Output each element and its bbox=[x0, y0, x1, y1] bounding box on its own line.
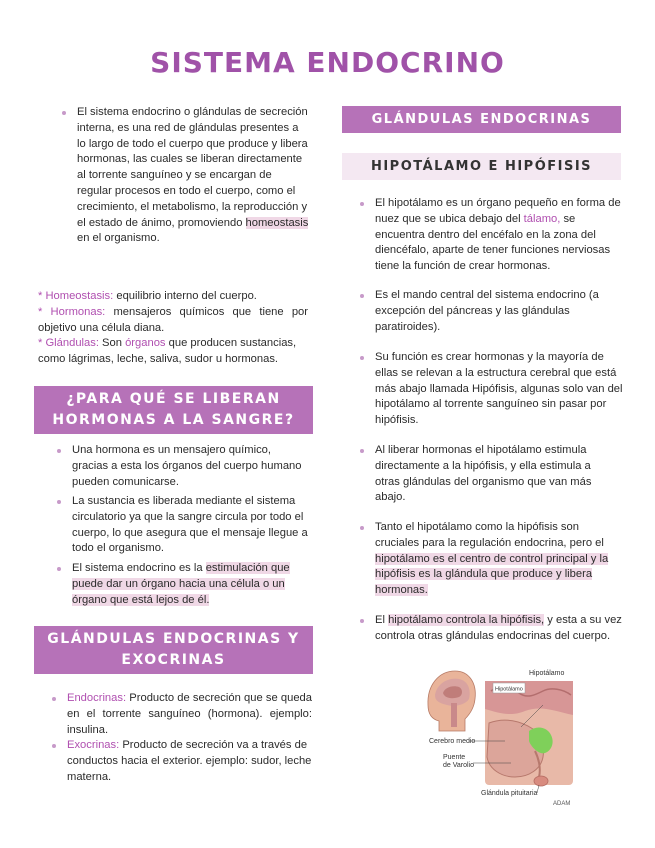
banner-line-2: HORMONAS A LA SANGRE? bbox=[52, 412, 295, 428]
definition-homeostasis bbox=[38, 289, 308, 305]
section-banner-glandulas bbox=[34, 626, 313, 674]
right-banner: GLÁNDULAS ENDOCRINAS bbox=[342, 106, 621, 133]
figure-label-hipotalamo-small: Hipotálamo bbox=[495, 686, 523, 693]
intro-homeostasis: homeostasis bbox=[245, 216, 309, 229]
list-item-text: Al liberar hormonas el hipotálamo estimula directamente a la hipófisis, y ella estimula a otras glándulas del organismo que van más abajo. bbox=[375, 444, 592, 504]
figure-label-pituitaria: Glándula pituitaria bbox=[481, 790, 538, 797]
list-item bbox=[67, 738, 312, 785]
list-item bbox=[375, 443, 615, 506]
figure-label-cerebro-medio: Cerebro medio bbox=[429, 738, 476, 745]
list-item-text: se encuentra dentro del encéfalo en la zona del diencéfalo, aparte de tener funciones nerviosas tiene la función de crear hormonas. bbox=[375, 212, 611, 273]
list-item-key: Endocrinas: bbox=[67, 692, 127, 704]
section-banner-hormonas bbox=[34, 386, 313, 434]
banner-line-2: EXOCRINAS bbox=[121, 652, 226, 668]
intro-text-b: en el organismo. bbox=[77, 232, 160, 245]
head-inset-icon bbox=[428, 671, 475, 731]
definition-glandulas bbox=[38, 336, 308, 368]
list-item-text: Tanto el hipotálamo como la hipófisis son cruciales para la regulación endocrina, pero el bbox=[375, 521, 604, 549]
list-item-text: y esta a su vez controla otras glándulas endocrinas del cuerpo. bbox=[375, 614, 622, 642]
definition-hormonas bbox=[38, 305, 308, 337]
list-item bbox=[72, 443, 302, 490]
list-item-text: El sistema endocrino es la bbox=[72, 562, 206, 574]
list-item bbox=[375, 613, 623, 645]
list-item-highlight: hipotálamo controla la hipófisis, bbox=[388, 614, 545, 626]
right-subbanner: HIPOTÁLAMO E HIPÓFISIS bbox=[342, 153, 621, 180]
page-title: SISTEMA ENDOCRINO bbox=[150, 46, 505, 79]
list-item bbox=[375, 288, 623, 335]
list-item-key: Exocrinas: bbox=[67, 739, 120, 751]
list-item-text: Es el mando central del sistema endocrino (a excepción del páncreas y las glándulas paratiroides). bbox=[375, 289, 599, 333]
figure-label-varolio: de Varolio bbox=[443, 762, 475, 769]
adam-logo: ADAM bbox=[553, 801, 571, 807]
list-item bbox=[72, 494, 312, 557]
list-item-text: La sustancia es liberada mediante el sistema circulatorio ya que la sangre circula por todo el cuerpo, lo que asegura que el mensaje llegue a todo el organismo. bbox=[72, 495, 308, 555]
list-item-text: Producto de secreción que se queda en el torrente sanguíneo (hormona). ejemplo: insulina. bbox=[67, 692, 312, 736]
brain-anatomy-figure bbox=[425, 665, 575, 807]
list-item-highlight: hipotálamo es el centro de control principal y la hipófisis es la glándula que produce y libera hormonas. bbox=[375, 552, 609, 597]
definition-key: * Homeostasis: bbox=[38, 290, 114, 302]
definition-organos: órganos bbox=[125, 337, 166, 350]
definitions-block bbox=[38, 289, 308, 368]
brain-section-icon bbox=[485, 681, 573, 786]
definition-text: mensajeros químicos que tiene por objetivo una célula diana. bbox=[38, 305, 308, 334]
list-item bbox=[375, 350, 623, 429]
definition-key: * Glándulas: bbox=[38, 337, 99, 350]
figure-label-hipotalamo: Hipotálamo bbox=[529, 670, 565, 677]
intro-paragraph bbox=[77, 105, 309, 247]
banner-line-1: GLÁNDULAS ENDOCRINAS Y bbox=[47, 631, 300, 647]
list-item-text: Producto de secreción va a través de conductos hacia el exterior. ejemplo: sudor, leche materna. bbox=[67, 739, 312, 783]
list-item bbox=[67, 691, 312, 738]
list-item-highlight: estimulación que puede dar un órgano hacia una célula o un órgano que está lejos de él. bbox=[72, 562, 290, 606]
list-item-text: Su función es crear hormonas y la mayoría de ellas se relevan a la estructura cerebral que está más abajo llamada Hipófisis, algunas solo van del hipotálamo al torrente sanguíneo sin pasar por hipófisis. bbox=[375, 351, 623, 427]
list-item bbox=[375, 520, 623, 599]
figure-label-puente: Puente bbox=[443, 754, 466, 761]
list-item-highlight: tálamo, bbox=[523, 212, 561, 225]
list-item-text: El hipotálamo es un órgano pequeño en forma de nuez que se ubica debajo del bbox=[375, 197, 621, 225]
definition-text: equilibrio interno del cuerpo. bbox=[113, 290, 257, 302]
definition-text-a: Son bbox=[98, 337, 126, 350]
list-item bbox=[375, 196, 623, 275]
list-item-text: Una hormona es un mensajero químico, gracias a esta los órganos del cuerpo humano pueden comunicarse. bbox=[72, 444, 302, 488]
definition-key: * Hormonas: bbox=[38, 305, 106, 318]
intro-text-a: El sistema endocrino o glándulas de secreción interna, es una red de glándulas presentes a lo largo de todo el cuerpo que produce y libera hormonas, las cuales se liberan directamente al torrente sanguíneo y se encargan de regular procesos en todo el cuerpo, como el crecimiento, el metabolismo, la reproducción y el estado de ánimo, promoviendo bbox=[77, 106, 308, 229]
definition-text-b: que producen sustancias, como lágrimas, leche, saliva, sudor u hormonas. bbox=[38, 337, 297, 366]
banner-line-1: ¿PARA QUÉ SE LIBERAN bbox=[66, 391, 281, 407]
list-item-text: El bbox=[375, 614, 389, 626]
list-item bbox=[72, 561, 312, 608]
